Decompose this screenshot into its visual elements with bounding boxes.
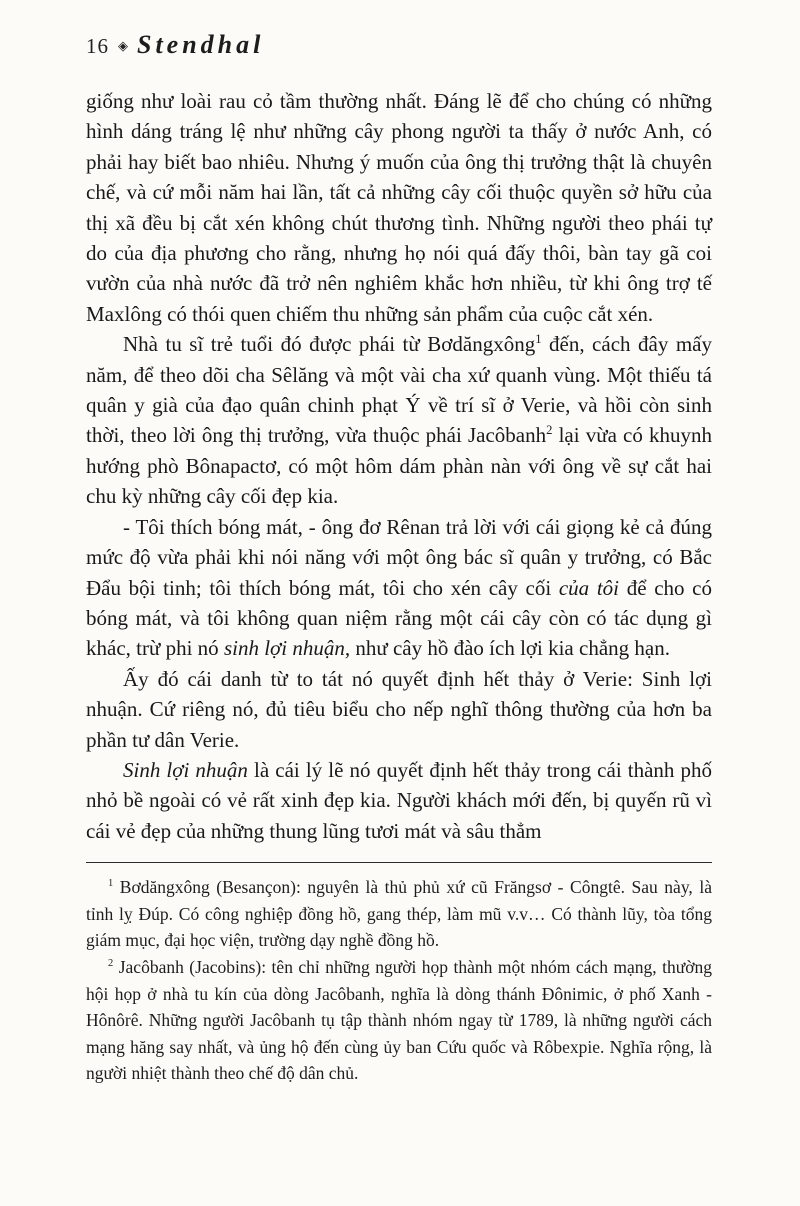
text-run: của tôi — [558, 575, 620, 600]
text-run: như cây hồ đào ích lợi kia chẳng hạn. — [350, 636, 670, 661]
footnote-marker: 1 — [108, 878, 114, 890]
footnote — [86, 954, 712, 1087]
text-run: Bơdăngxông (Besançon): nguyên là thủ phủ xứ cũ Frăngsơ - Côngtê. Sau này, là tỉnh lỵ Đúp. Có công nghiệp đồng hồ, gang thép, làm mũ v.v… Có thành lũy, tòa tổng giám mục, đại học viện, trường dạy nghề đồng hồ. — [86, 877, 712, 951]
text-run: - Tôi thích bóng mát, - ông đơ Rênan trả lời với cái giọng kẻ cả đúng mức độ vừa phải khi nói năng với một ông bác sĩ quân y trưởng, có Bắc Đẩu bội tinh; tôi thích bóng mát, tôi cho xén cây cối — [86, 514, 712, 600]
text-run: lại vừa có khuynh hướng phò Bônapactơ, có một hôm dám phàn nàn với ông về sự cắt hai chu kỳ những cây cối đẹp kia. — [86, 423, 713, 509]
text-run: Jacôbanh (Jacobins): tên chỉ những người họp thành một nhóm cách mạng, thường hội họp ở nhà tu kín của dòng Jacôbanh, nghĩa là dòng thánh Đônimic, ở phố Xanh - Hônôrê. Những người Jacôbanh tụ tập thành nhóm ngay từ 1789, là những người cách mạng hăng say nhất, và ủng hộ đến cùng ủy ban Cứu quốc và Rôbexpie. Nghĩa rộng, là người nhiệt thành theo chế độ dân chủ. — [86, 956, 712, 1084]
text-run: giống như loài rau cỏ tầm thường nhất. Đáng lẽ để cho chúng có những hình dáng tráng lệ như những cây phong người ta thấy ở nước Anh, có phải hay biết bao nhiêu. Nhưng ý muốn của ông thị trưởng thật là chuyên chế, và cứ mỗi năm hai lần, tất cả những cây cối thuộc quyền sở hữu của thị xã đều bị cắt xén không chút thương tình. Những người theo phái tự do của địa phương cho rằng, nhưng họ nói quá đấy thôi, bàn tay gã coi vườn của nhà nước đã trở nên nghiêm khắc hơn nhiều, từ khi ông trợ tế Maxlông có thói quen chiếm thu những sản phẩm của cuộc cắt xén. — [86, 89, 712, 326]
page-header — [86, 30, 712, 60]
text-run: đến, cách đây mấy năm, để theo dõi cha Sêlăng và một vài cha xứ quanh vùng. Một thiếu tá quân y già của đạo quân chinh phạt Ý về trí sĩ ở Verie, và hồi còn sinh thời, theo lời ông thị trưởng, vừa thuộc phái Jacôbanh — [86, 332, 712, 448]
text-run: Sinh lợi nhuận — [123, 757, 248, 782]
paragraph — [86, 86, 712, 329]
text-run: Nhà tu sĩ trẻ tuổi đó được phái từ Bơdăngxông — [123, 332, 536, 357]
text-run: Ấy đó cái danh từ to tát nó quyết định hết thảy ở Verie: Sinh lợi nhuận. Cứ riêng nó, đủ tiêu biểu cho nếp nghĩ thông thường của hơn ba phần tư dân Verie. — [86, 666, 712, 752]
paragraph — [86, 329, 712, 511]
paragraph — [86, 664, 712, 755]
page-number: 16 — [86, 34, 109, 58]
footnote-marker: 2 — [108, 958, 114, 970]
text-run: là cái lý lẽ nó quyết định hết thảy trong cái thành phố nhỏ bề ngoài có vẻ rất xinh đẹp kia. Người khách mới đến, bị quyến rũ vì cái vẻ đẹp của những thung lũng tươi mát và sâu thẳm — [86, 757, 712, 843]
diamond-ornament-icon: ◈ — [118, 38, 128, 53]
text-run: sinh lợi nhuận, — [223, 636, 351, 661]
paragraph — [86, 512, 712, 664]
footnote-marker: 2 — [546, 423, 553, 438]
footnote-separator — [86, 862, 712, 863]
footnote — [86, 874, 712, 954]
footnotes — [86, 874, 712, 1087]
footnote-marker: 1 — [535, 332, 542, 347]
paragraph — [86, 755, 712, 846]
body-text — [86, 86, 712, 846]
text-run: để cho có bóng mát, và tôi không quan niệm rằng một cái cây còn có tác dụng gì khác, trừ phi nó — [86, 575, 712, 661]
running-head-author: Stendhal — [137, 30, 265, 59]
